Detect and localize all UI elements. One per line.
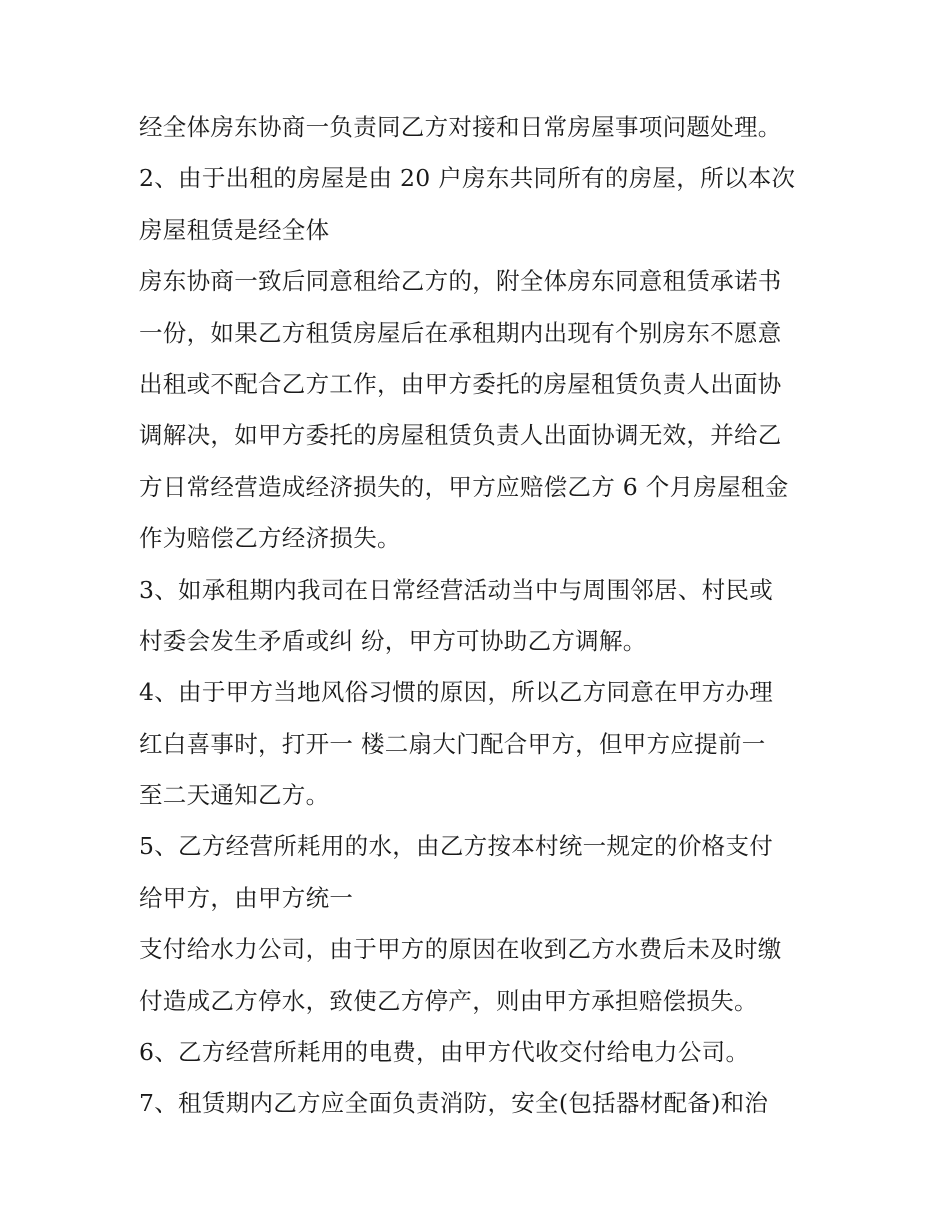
text-line: 经全体房东协商一负责同乙方对接和日常房屋事项问题处理。: [139, 113, 782, 141]
text-line: 出租或不配合乙方工作，由甲方委托的房屋租赁负责人出面协: [139, 369, 782, 398]
text-line: 作为赔偿乙方经济损失。: [139, 524, 401, 553]
text-line: 6、乙方经营所耗用的电费，由甲方代收交付给电力公司。: [139, 1038, 750, 1067]
text-line: 给甲方，由甲方统一: [139, 883, 354, 912]
text-line: 一份，如果乙方租赁房屋后在承租期内出现有个别房东不愿意: [139, 318, 782, 347]
text-line: 7、租赁期内乙方应全面负责消防，安全(包括器材配备)和治: [139, 1089, 769, 1118]
text-line: 付造成乙方停水，致使乙方停产，则由甲方承担赔偿损失。: [139, 986, 758, 1015]
text-line: 4、由于甲方当地风俗习惯的原因，所以乙方同意在甲方办理: [139, 678, 774, 707]
text-line: 村委会发生矛盾或纠 纷，甲方可协助乙方调解。: [139, 626, 647, 655]
text-line: 至二天通知乙方。: [139, 781, 330, 810]
text-line: 3、如承租期内我司在日常经营活动当中与周围邻居、村民或: [139, 575, 774, 604]
text-line: 调解决，如甲方委托的房屋租赁负责人出面协调无效，并给乙: [139, 421, 782, 450]
text-line: 红白喜事时，打开一 楼二扇大门配合甲方，但甲方应提前一: [139, 729, 766, 758]
text-line: 5、乙方经营所耗用的水，由乙方按本村统一规定的价格支付: [139, 832, 774, 861]
text-line: 2、由于出租的房屋是由 20 户房东共同所有的房屋，所以本次: [139, 164, 796, 193]
text-line: 房东协商一致后同意租给乙方的，附全体房东同意租赁承诺书: [139, 267, 782, 296]
text-line: 支付给水力公司，由于甲方的原因在收到乙方水费后未及时缴: [139, 935, 782, 964]
document-body: [139, 102, 839, 1130]
text-line: 方日常经营造成经济损失的，甲方应赔偿乙方 6 个月房屋租金: [139, 472, 789, 501]
text-line: 房屋租赁是经全体: [139, 215, 330, 244]
